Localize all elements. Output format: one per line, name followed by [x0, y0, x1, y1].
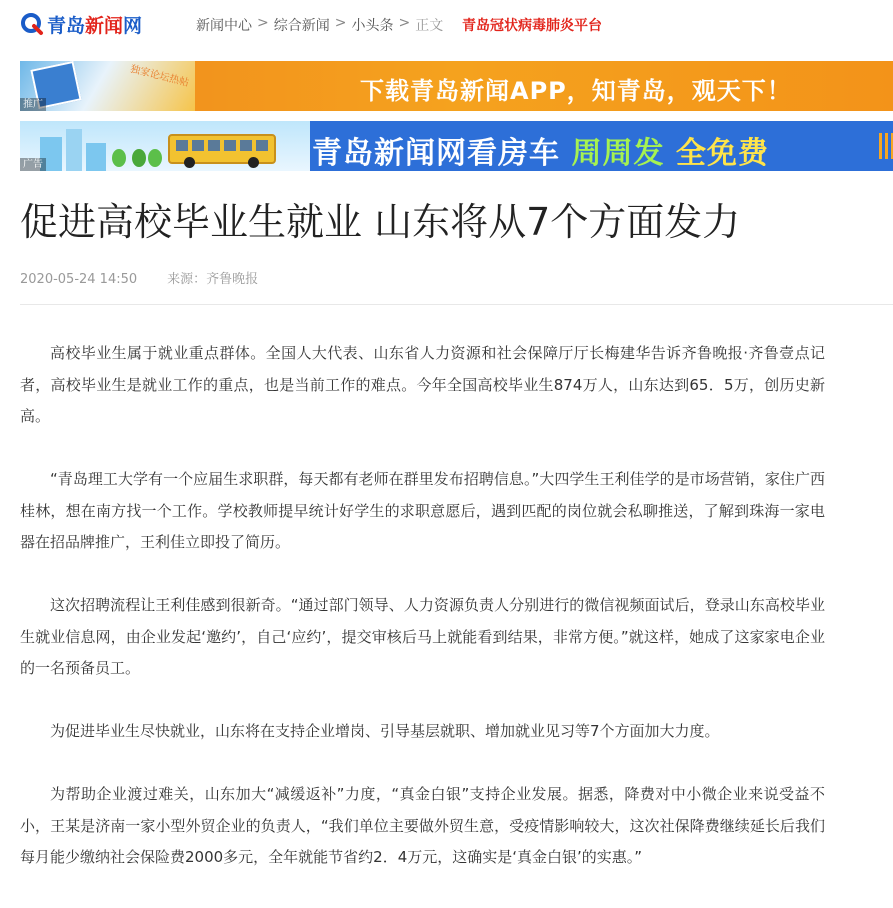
bus-icon: [168, 134, 276, 164]
breadcrumb-headlines[interactable]: 小头条: [351, 18, 394, 34]
banner-promo-image: [20, 61, 195, 111]
publish-date: 2020-05-24 14:50: [20, 272, 138, 287]
divider: [20, 304, 893, 305]
breadcrumb-separator: >: [257, 15, 269, 31]
site-header: [0, 0, 893, 50]
breadcrumb-separator: >: [398, 15, 411, 31]
covid-platform-link[interactable]: 青岛冠状病毒肺炎平台: [462, 18, 602, 34]
article-paragraph: “青岛理工大学有一个应届生求职群，每天都有老师在群里发布招聘信息。”大四学生王利佳学的是市场营销，家住广西桂林，想在南方找一个工作。学校教师提早统计好学生的求职意愿后，遇到匹配的岗位就会私聊推送，了解到珠海一家电器在招品牌推广，王利佳立即投了简历。: [20, 470, 825, 551]
building-graphic: [86, 143, 106, 171]
ad-label: 广告: [20, 158, 46, 171]
article-body: [20, 338, 825, 905]
house-tour-banner[interactable]: [20, 121, 893, 171]
app-download-banner[interactable]: [20, 61, 893, 111]
logo-text: 青岛新闻网: [47, 14, 143, 37]
breadcrumb-separator: >: [334, 15, 347, 31]
article-title: 促进高校毕业生就业 山东将从7个方面发力: [20, 200, 741, 244]
tree-graphic: [132, 149, 146, 167]
forum-tag: 独家论坛热帖: [129, 63, 190, 90]
tree-graphic: [112, 149, 126, 167]
banner-headline: 青岛新闻网看房车 周周发 全免费: [312, 136, 769, 171]
site-logo[interactable]: [20, 10, 142, 38]
breadcrumb-news-center[interactable]: 新闻中心: [196, 18, 252, 34]
article-paragraph: 为帮助企业渡过难关，山东加大“减缓返补”力度，“真金白银”支持企业发展。据悉，降费对中小微企业来说受益不小，王某是济南一家小型外贸企业的负责人，“我们单位主要做外贸生意，受疫情影响较大，这次社保降费继续延长后我们每月能少缴纳社会保险费2000多元，全年就能节省约2．4万元，这确实是‘真金白银’的实惠。”: [20, 785, 825, 866]
logo-icon: [20, 12, 44, 36]
breadcrumb-general-news[interactable]: 综合新闻: [273, 18, 330, 34]
article-paragraph: 为促进毕业生尽快就业，山东将在支持企业增岗、引导基层就职、增加就业见习等7个方面加大力度。: [50, 722, 720, 740]
tree-graphic: [148, 149, 162, 167]
article-source: 来源：齐鲁晚报: [167, 272, 259, 287]
promo-label: 推广: [20, 98, 46, 111]
article-paragraph: 高校毕业生属于就业重点群体。全国人大代表、山东省人力资源和社会保障厅厅长梅建华告诉齐鲁晚报·齐鲁壹点记者，高校毕业生是就业工作的重点，也是当前工作的难点。今年全国高校毕业生874万人，山东达到65．5万，创历史新高。: [20, 344, 825, 425]
article-paragraph: 这次招聘流程让王利佳感到很新奇。“通过部门领导、人力资源负责人分别进行的微信视频面试后，登录山东高校毕业生就业信息网，由企业发起‘邀约’，自己‘应约’，提交审核后马上就能看到结果，非常方便。”就这样，她成了这家家电企业的一名预备员工。: [20, 596, 825, 677]
decorative-stripes: [879, 133, 893, 159]
building-graphic: [66, 129, 82, 171]
city-scene-graphic: [20, 121, 310, 171]
article-meta: [20, 268, 258, 287]
banner-headline: 下载青岛新闻APP，知青岛，观天下！: [360, 77, 792, 105]
breadcrumb-current: 正文: [415, 18, 444, 34]
breadcrumb: [196, 15, 443, 35]
